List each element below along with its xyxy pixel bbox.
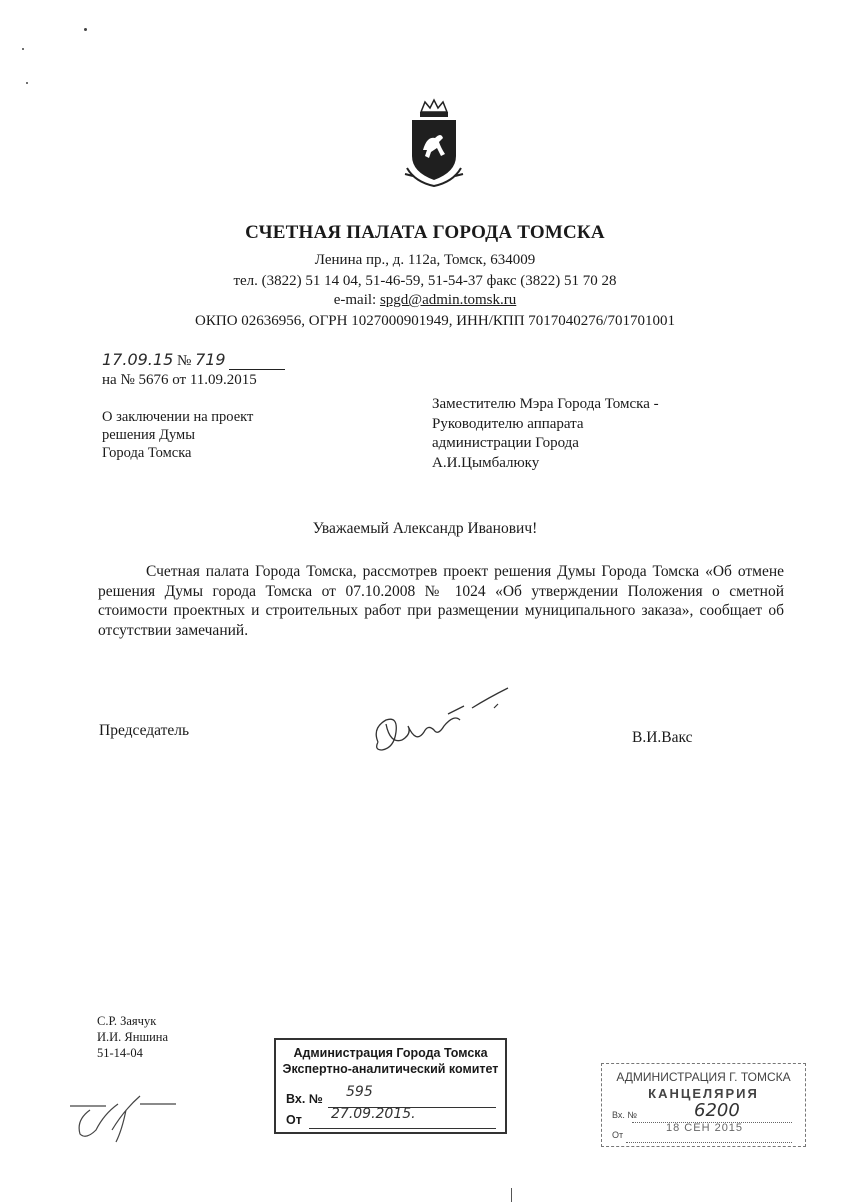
phone-line: тел. (3822) 51 14 04, 51-46-59, 51-54-37 факс (3822) 51 70 28 — [233, 273, 617, 289]
stamp-in-label: Вх. № — [612, 1110, 638, 1120]
executor-initials-signature — [66, 1090, 196, 1145]
scan-speck — [22, 48, 24, 50]
stamp-in-label: Вх. № — [286, 1092, 323, 1106]
stamp-dept-line: Экспертно-аналитический комитет — [282, 1062, 499, 1076]
outgoing-date: 17.09.15 — [102, 350, 174, 369]
handwritten-signature — [368, 684, 518, 764]
stamp-in-number: 6200 — [694, 1100, 740, 1121]
scan-mark — [511, 1188, 512, 1202]
office-registration-stamp — [601, 1063, 806, 1147]
scan-speck — [84, 28, 87, 31]
stamp-from-date: 18 СЕН 2015 — [666, 1122, 744, 1134]
email-link[interactable]: spgd@admin.tomsk.ru — [379, 292, 517, 308]
ref-number: № 5676 — [120, 372, 169, 388]
outgoing-number-line — [102, 350, 285, 370]
recipient-line: администрации Города — [432, 435, 579, 451]
address-line: Ленина пр., д. 112а, Томск, 634009 — [314, 252, 536, 268]
reference-line — [102, 372, 257, 389]
executor-line: И.И. Яншина — [97, 1030, 169, 1044]
letter-body: Счетная палата Города Томска, рассмотрев проект решения Думы Города Томска «Об отмене решения Думы города Томска от 07.10.2008 № 1024 «Об утверждении Положения о сметной стоимости проектных и строительных работ при размещении муниципального заказа», сообщает об отсутствии замечаний. — [98, 563, 784, 639]
recipient-line: А.И.Цымбалюку — [432, 454, 540, 471]
stamp-org-line: Администрация Города Томска — [293, 1046, 488, 1060]
email-label: e-mail: — [333, 292, 377, 308]
stamp-in-number: 595 — [346, 1084, 373, 1100]
subject-line: Города Томска — [102, 445, 192, 461]
stamp-from-label: От — [286, 1113, 302, 1127]
number-underline — [229, 369, 285, 370]
stamp-from-date: 27.09.2015. — [331, 1106, 416, 1122]
number-label: № — [177, 353, 192, 369]
email-line — [0, 292, 850, 309]
subject-block — [102, 408, 253, 462]
greeting: Уважаемый Александр Иванович! — [312, 520, 538, 537]
executor-phone: 51-14-04 — [97, 1046, 143, 1060]
subject-line: решения Думы — [102, 427, 195, 443]
executor-line: С.Р. Заячук — [97, 1014, 157, 1028]
registry-line: ОКПО 02636956, ОГРН 1027000901949, ИНН/КПП 7017040276/701701001 — [195, 313, 675, 329]
stamp-from-label: От — [612, 1130, 624, 1140]
stamp-admin-line: АДМИНИСТРАЦИЯ Г. ТОМСКА — [616, 1070, 791, 1084]
signatory-title: Председатель — [99, 722, 190, 739]
scan-speck — [26, 82, 28, 84]
signatory-name: В.И.Вакс — [632, 729, 693, 746]
ref-prefix: на — [102, 372, 117, 388]
subject-line: О заключении на проект — [102, 409, 254, 425]
outgoing-number: 719 — [195, 350, 226, 369]
recipient-line: Руководителю аппарата — [432, 415, 584, 432]
recipient-block — [432, 395, 659, 473]
coat-of-arms-emblem — [403, 98, 465, 190]
organization-title: СЧЕТНАЯ ПАЛАТА ГОРОДА ТОМСКА — [245, 222, 605, 243]
stamp-office-line: КАНЦЕЛЯРИЯ — [648, 1086, 759, 1101]
committee-registration-stamp — [274, 1038, 507, 1134]
recipient-line: Заместителю Мэра Города Томска - — [432, 396, 659, 412]
ref-from: от — [172, 372, 187, 388]
ref-date: 11.09.2015 — [189, 372, 257, 388]
executor-block — [97, 1013, 168, 1061]
